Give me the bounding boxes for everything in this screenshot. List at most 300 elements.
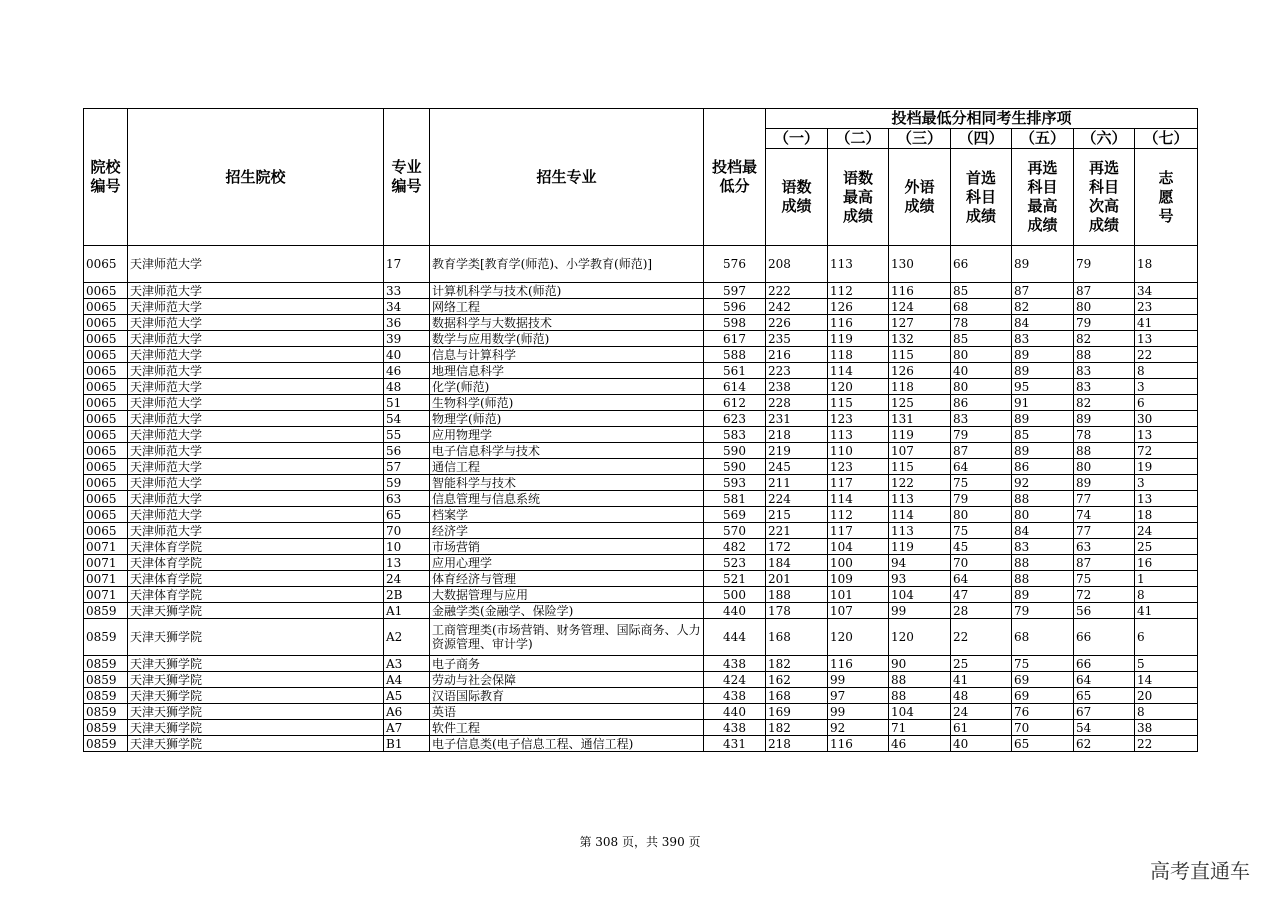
header-sub-label: 首选科目成绩 [951,149,1012,246]
table-row [84,507,1198,523]
table-row [84,523,1198,539]
cell-s3: 104 [889,587,951,603]
cell-s2: 104 [828,539,889,555]
cell-min-score: 523 [704,555,766,571]
cell-school-code: 0065 [84,363,128,379]
cell-school: 天津天狮学院 [128,672,384,688]
cell-s2: 119 [828,331,889,347]
cell-major-code: 10 [384,539,430,555]
cell-s1: 168 [766,688,828,704]
cell-s3: 131 [889,411,951,427]
cell-s3: 130 [889,246,951,283]
cell-s2: 113 [828,427,889,443]
cell-s7: 8 [1135,363,1198,379]
cell-s1: 182 [766,720,828,736]
cell-major: 计算机科学与技术(师范) [430,283,704,299]
cell-school-code: 0065 [84,283,128,299]
header-major: 招生专业 [430,109,704,246]
header-sub-label: 再选科目最高成绩 [1012,149,1074,246]
cell-major-code: B1 [384,736,430,752]
cell-s7: 13 [1135,427,1198,443]
cell-s7: 38 [1135,720,1198,736]
cell-major: 通信工程 [430,459,704,475]
cell-s1: 162 [766,672,828,688]
header-sub-number: （四） [951,129,1012,149]
cell-school: 天津师范大学 [128,523,384,539]
cell-school: 天津师范大学 [128,475,384,491]
cell-s1: 219 [766,443,828,459]
cell-s2: 116 [828,656,889,672]
cell-major: 应用心理学 [430,555,704,571]
header-sub-label: 志愿号 [1135,149,1198,246]
cell-school: 天津师范大学 [128,299,384,315]
header-sub-number: （六） [1074,129,1135,149]
cell-s2: 117 [828,523,889,539]
cell-s1: 215 [766,507,828,523]
cell-min-score: 588 [704,347,766,363]
cell-s1: 218 [766,427,828,443]
cell-school: 天津师范大学 [128,315,384,331]
cell-s6: 88 [1074,347,1135,363]
cell-s7: 5 [1135,656,1198,672]
cell-major: 数据科学与大数据技术 [430,315,704,331]
header-group-title: 投档最低分相同考生排序项 [766,109,1198,129]
cell-s6: 66 [1074,619,1135,656]
cell-s3: 118 [889,379,951,395]
cell-min-score: 444 [704,619,766,656]
cell-school: 天津师范大学 [128,363,384,379]
cell-major-code: 59 [384,475,430,491]
cell-s5: 68 [1012,619,1074,656]
cell-major: 汉语国际教育 [430,688,704,704]
table-row [84,619,1198,656]
cell-s5: 88 [1012,555,1074,571]
cell-min-score: 614 [704,379,766,395]
cell-major: 网络工程 [430,299,704,315]
cell-s5: 86 [1012,459,1074,475]
header-school-code: 院校编号 [84,109,128,246]
cell-s7: 41 [1135,315,1198,331]
cell-min-score: 590 [704,443,766,459]
table-row [84,587,1198,603]
cell-major-code: 56 [384,443,430,459]
cell-s3: 99 [889,603,951,619]
header-school: 招生院校 [128,109,384,246]
cell-school: 天津师范大学 [128,459,384,475]
cell-s1: 226 [766,315,828,331]
cell-min-score: 482 [704,539,766,555]
cell-s7: 16 [1135,555,1198,571]
cell-s6: 79 [1074,246,1135,283]
cell-s3: 115 [889,347,951,363]
cell-major-code: A2 [384,619,430,656]
cell-s7: 25 [1135,539,1198,555]
cell-s7: 8 [1135,587,1198,603]
cell-s6: 82 [1074,331,1135,347]
cell-s5: 79 [1012,603,1074,619]
cell-major-code: 55 [384,427,430,443]
cell-major-code: 39 [384,331,430,347]
cell-min-score: 612 [704,395,766,411]
table-row [84,299,1198,315]
cell-s2: 126 [828,299,889,315]
cell-school-code: 0859 [84,736,128,752]
cell-school: 天津天狮学院 [128,619,384,656]
cell-s3: 119 [889,539,951,555]
cell-major-code: 48 [384,379,430,395]
cell-s5: 89 [1012,443,1074,459]
cell-school-code: 0065 [84,411,128,427]
cell-major: 英语 [430,704,704,720]
cell-s7: 18 [1135,246,1198,283]
cell-min-score: 593 [704,475,766,491]
cell-s1: 172 [766,539,828,555]
cell-s4: 79 [951,427,1012,443]
cell-s7: 22 [1135,736,1198,752]
cell-s3: 122 [889,475,951,491]
cell-min-score: 617 [704,331,766,347]
cell-s1: 201 [766,571,828,587]
table-body [84,246,1198,752]
cell-school-code: 0065 [84,491,128,507]
page-number: 第 308 页，共 390 页 [579,835,701,849]
cell-s1: 211 [766,475,828,491]
cell-s3: 93 [889,571,951,587]
cell-s3: 88 [889,688,951,704]
cell-s4: 41 [951,672,1012,688]
cell-major-code: 63 [384,491,430,507]
table-row [84,363,1198,379]
cell-s2: 97 [828,688,889,704]
cell-s7: 6 [1135,619,1198,656]
cell-major: 化学(师范) [430,379,704,395]
cell-s4: 40 [951,736,1012,752]
cell-s1: 188 [766,587,828,603]
cell-s7: 3 [1135,475,1198,491]
cell-s5: 70 [1012,720,1074,736]
cell-s3: 127 [889,315,951,331]
cell-s6: 77 [1074,491,1135,507]
cell-school-code: 0065 [84,443,128,459]
cell-major-code: 54 [384,411,430,427]
table-row [84,331,1198,347]
cell-s2: 115 [828,395,889,411]
cell-major-code: 24 [384,571,430,587]
header-sub-label: 语数最高成绩 [828,149,889,246]
admission-score-table [83,108,1198,752]
cell-s1: 228 [766,395,828,411]
header-sub-number: （五） [1012,129,1074,149]
cell-s2: 110 [828,443,889,459]
cell-min-score: 500 [704,587,766,603]
cell-s3: 104 [889,704,951,720]
table-row [84,459,1198,475]
cell-s5: 88 [1012,491,1074,507]
cell-s2: 112 [828,507,889,523]
cell-s5: 84 [1012,315,1074,331]
cell-s7: 13 [1135,331,1198,347]
cell-school: 天津师范大学 [128,331,384,347]
cell-school: 天津天狮学院 [128,720,384,736]
cell-s4: 61 [951,720,1012,736]
cell-s6: 88 [1074,443,1135,459]
cell-min-score: 438 [704,688,766,704]
cell-school: 天津师范大学 [128,491,384,507]
cell-s1: 235 [766,331,828,347]
cell-school: 天津师范大学 [128,347,384,363]
cell-s3: 107 [889,443,951,459]
header-sub-number: （一） [766,129,828,149]
cell-s3: 90 [889,656,951,672]
cell-min-score: 596 [704,299,766,315]
cell-s5: 85 [1012,427,1074,443]
cell-school-code: 0071 [84,587,128,603]
cell-s2: 92 [828,720,889,736]
cell-s6: 56 [1074,603,1135,619]
cell-s1: 184 [766,555,828,571]
cell-s1: 216 [766,347,828,363]
cell-s7: 3 [1135,379,1198,395]
cell-s1: 182 [766,656,828,672]
cell-s1: 169 [766,704,828,720]
cell-s4: 79 [951,491,1012,507]
cell-s1: 208 [766,246,828,283]
cell-school-code: 0065 [84,507,128,523]
cell-s4: 75 [951,523,1012,539]
cell-major-code: 51 [384,395,430,411]
cell-s4: 86 [951,395,1012,411]
cell-s7: 13 [1135,491,1198,507]
cell-school: 天津师范大学 [128,395,384,411]
cell-min-score: 576 [704,246,766,283]
cell-min-score: 438 [704,656,766,672]
cell-major: 教育学类[教育学(师范)、小学教育(师范)] [430,246,704,283]
cell-s1: 218 [766,736,828,752]
header-sub-number: （二） [828,129,889,149]
cell-s6: 75 [1074,571,1135,587]
cell-major-code: 34 [384,299,430,315]
cell-major: 软件工程 [430,720,704,736]
cell-school-code: 0065 [84,395,128,411]
cell-s7: 20 [1135,688,1198,704]
cell-s6: 80 [1074,299,1135,315]
cell-s3: 119 [889,427,951,443]
cell-major: 经济学 [430,523,704,539]
cell-school: 天津师范大学 [128,283,384,299]
cell-s5: 89 [1012,347,1074,363]
cell-s2: 107 [828,603,889,619]
table-row [84,411,1198,427]
header-sub-number: （三） [889,129,951,149]
cell-s4: 25 [951,656,1012,672]
cell-s6: 66 [1074,656,1135,672]
cell-s2: 118 [828,347,889,363]
cell-s3: 120 [889,619,951,656]
table-row [84,491,1198,507]
table-row [84,379,1198,395]
cell-s4: 87 [951,443,1012,459]
header-min-score: 投档最低分 [704,109,766,246]
cell-min-score: 590 [704,459,766,475]
cell-s4: 70 [951,555,1012,571]
cell-s4: 66 [951,246,1012,283]
cell-school: 天津师范大学 [128,379,384,395]
cell-s4: 78 [951,315,1012,331]
cell-s2: 114 [828,363,889,379]
cell-major: 应用物理学 [430,427,704,443]
cell-s6: 72 [1074,587,1135,603]
cell-s2: 116 [828,736,889,752]
cell-s4: 68 [951,299,1012,315]
cell-major: 电子信息科学与技术 [430,443,704,459]
table-row [84,555,1198,571]
table-row [84,246,1198,283]
cell-s6: 64 [1074,672,1135,688]
cell-s6: 89 [1074,475,1135,491]
cell-school-code: 0065 [84,427,128,443]
cell-s5: 89 [1012,411,1074,427]
cell-major: 信息管理与信息系统 [430,491,704,507]
cell-s2: 123 [828,459,889,475]
cell-s5: 69 [1012,672,1074,688]
cell-major-code: 36 [384,315,430,331]
cell-s7: 72 [1135,443,1198,459]
cell-school-code: 0065 [84,299,128,315]
cell-s3: 113 [889,491,951,507]
cell-school-code: 0065 [84,331,128,347]
cell-s5: 82 [1012,299,1074,315]
cell-major: 大数据管理与应用 [430,587,704,603]
cell-major: 地理信息科学 [430,363,704,379]
table-row [84,672,1198,688]
cell-major: 工商管理类(市场营销、财务管理、国际商务、人力资源管理、审计学) [430,619,704,656]
cell-s6: 77 [1074,523,1135,539]
cell-school: 天津天狮学院 [128,704,384,720]
cell-school: 天津体育学院 [128,587,384,603]
cell-school-code: 0859 [84,656,128,672]
cell-s6: 80 [1074,459,1135,475]
cell-major-code: A7 [384,720,430,736]
cell-min-score: 561 [704,363,766,379]
cell-s1: 224 [766,491,828,507]
cell-school: 天津天狮学院 [128,688,384,704]
cell-major-code: A5 [384,688,430,704]
header-sub-label: 外语成绩 [889,149,951,246]
cell-s6: 65 [1074,688,1135,704]
cell-s5: 80 [1012,507,1074,523]
cell-s2: 109 [828,571,889,587]
cell-s1: 168 [766,619,828,656]
cell-s6: 87 [1074,283,1135,299]
cell-s5: 88 [1012,571,1074,587]
cell-min-score: 597 [704,283,766,299]
header-sub-label: 语数成绩 [766,149,828,246]
cell-min-score: 570 [704,523,766,539]
cell-school: 天津体育学院 [128,555,384,571]
cell-major: 体育经济与管理 [430,571,704,587]
cell-s4: 64 [951,459,1012,475]
cell-min-score: 521 [704,571,766,587]
cell-school: 天津天狮学院 [128,603,384,619]
cell-s5: 89 [1012,587,1074,603]
cell-s4: 75 [951,475,1012,491]
cell-school-code: 0071 [84,571,128,587]
cell-s4: 22 [951,619,1012,656]
table-row [84,736,1198,752]
cell-s5: 65 [1012,736,1074,752]
cell-s1: 242 [766,299,828,315]
cell-s7: 24 [1135,523,1198,539]
cell-major-code: 17 [384,246,430,283]
cell-s1: 245 [766,459,828,475]
cell-s3: 114 [889,507,951,523]
cell-min-score: 438 [704,720,766,736]
cell-s4: 24 [951,704,1012,720]
cell-major-code: 13 [384,555,430,571]
cell-s7: 22 [1135,347,1198,363]
cell-major-code: A6 [384,704,430,720]
cell-s7: 6 [1135,395,1198,411]
table-row [84,347,1198,363]
cell-s3: 125 [889,395,951,411]
cell-s7: 14 [1135,672,1198,688]
cell-school: 天津天狮学院 [128,736,384,752]
cell-s1: 178 [766,603,828,619]
cell-min-score: 623 [704,411,766,427]
table-row [84,283,1198,299]
cell-major-code: 70 [384,523,430,539]
cell-s4: 47 [951,587,1012,603]
cell-s2: 100 [828,555,889,571]
cell-school-code: 0065 [84,246,128,283]
cell-s2: 99 [828,672,889,688]
watermark-text: 高考直通车 [1150,859,1250,883]
cell-min-score: 440 [704,704,766,720]
cell-s6: 79 [1074,315,1135,331]
cell-s4: 80 [951,507,1012,523]
table-header [84,109,1198,246]
cell-min-score: 431 [704,736,766,752]
cell-s6: 89 [1074,411,1135,427]
cell-min-score: 440 [704,603,766,619]
cell-s3: 113 [889,523,951,539]
cell-s7: 30 [1135,411,1198,427]
cell-school-code: 0859 [84,672,128,688]
cell-s3: 71 [889,720,951,736]
table-row [84,571,1198,587]
cell-s5: 89 [1012,363,1074,379]
cell-s2: 117 [828,475,889,491]
cell-min-score: 598 [704,315,766,331]
cell-s3: 126 [889,363,951,379]
cell-major-code: 40 [384,347,430,363]
cell-s7: 34 [1135,283,1198,299]
cell-school-code: 0065 [84,523,128,539]
cell-s7: 18 [1135,507,1198,523]
cell-s1: 231 [766,411,828,427]
table-row [84,603,1198,619]
cell-s6: 83 [1074,379,1135,395]
cell-school-code: 0071 [84,555,128,571]
cell-major: 智能科学与技术 [430,475,704,491]
cell-school-code: 0071 [84,539,128,555]
cell-school: 天津师范大学 [128,411,384,427]
cell-school: 天津师范大学 [128,507,384,523]
cell-major-code: 57 [384,459,430,475]
cell-s1: 238 [766,379,828,395]
cell-major: 金融学类(金融学、保险学) [430,603,704,619]
cell-school-code: 0065 [84,459,128,475]
